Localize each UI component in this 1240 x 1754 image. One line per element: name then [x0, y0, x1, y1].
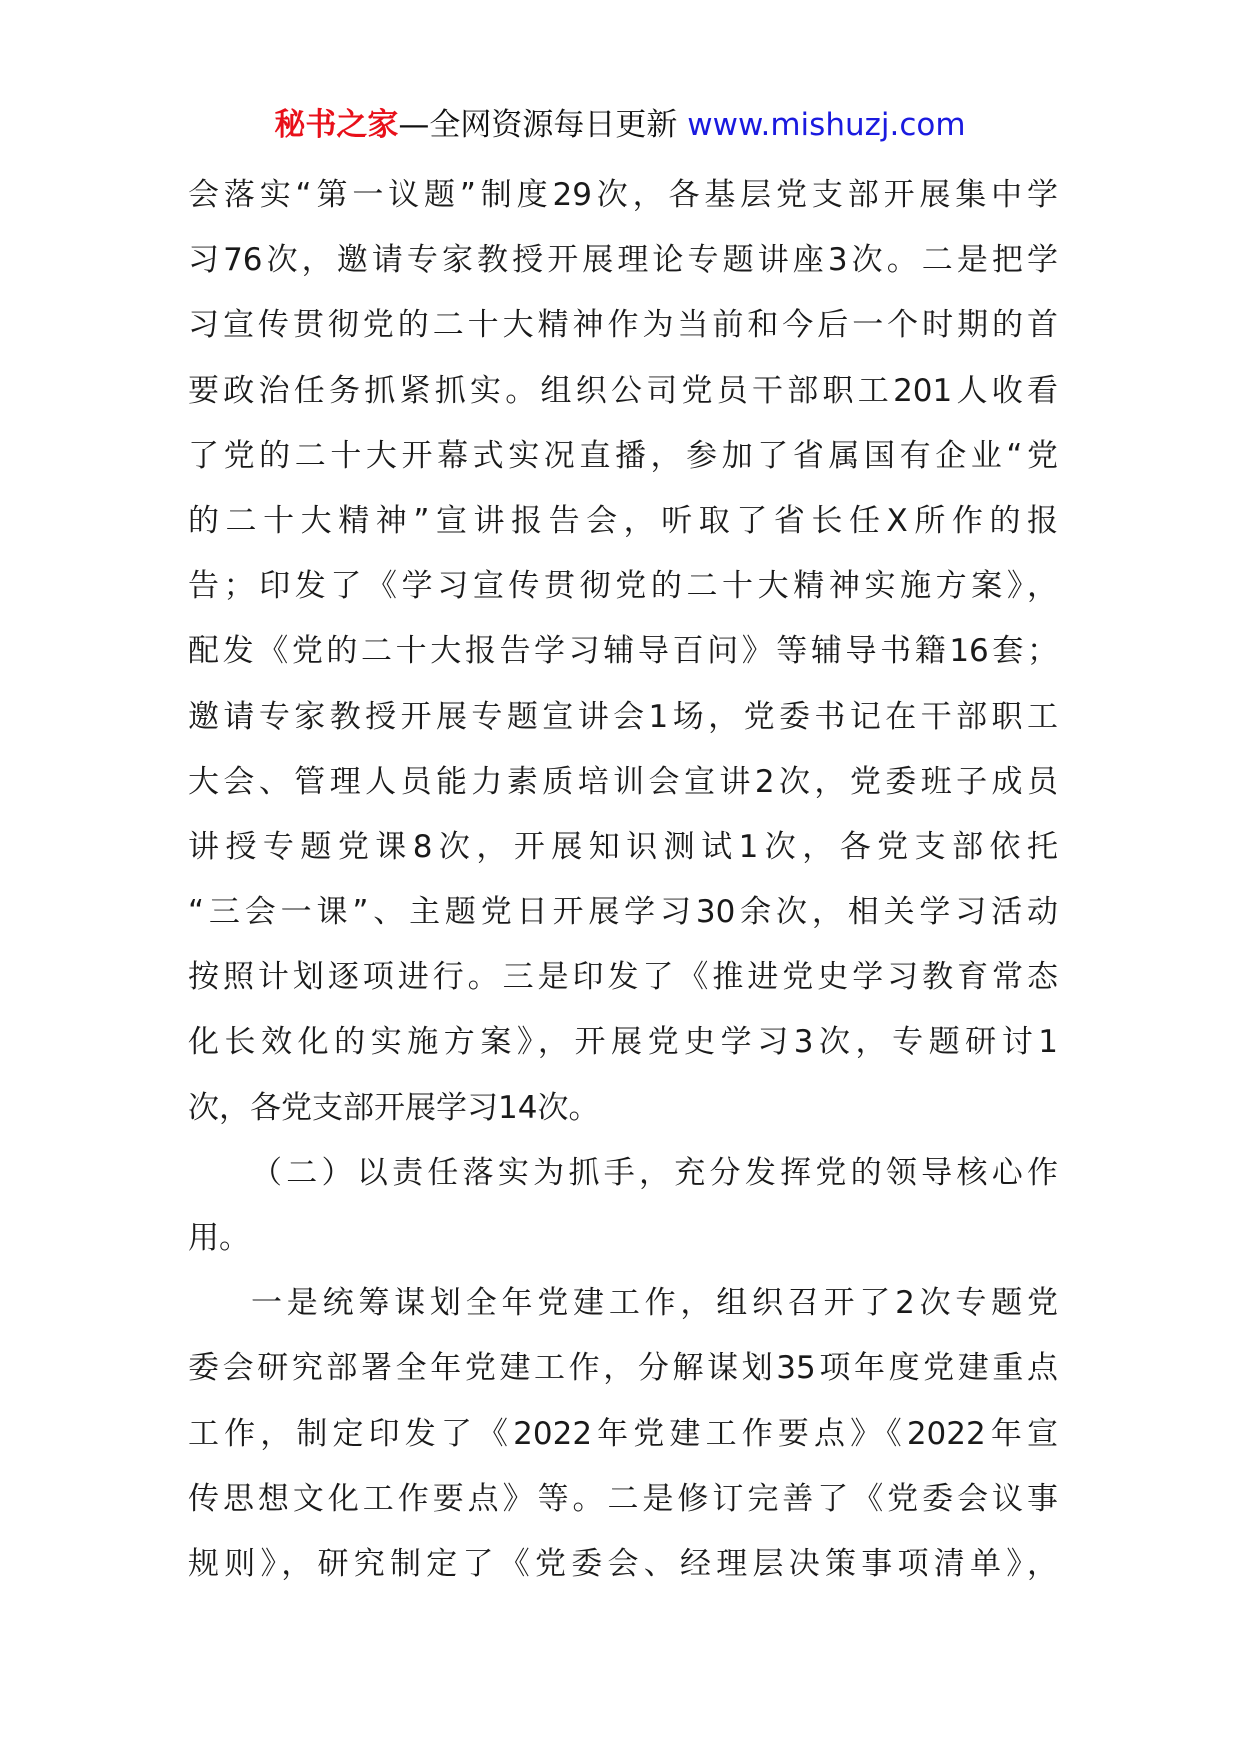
paragraph-line: 了党的二十大开幕式实况直播，参加了省属国有企业“党 — [188, 437, 1058, 474]
site-header — [0, 100, 1240, 150]
paragraph-line: 传思想文化工作要点》等。二是修订完善了《党委会议事 — [188, 1480, 1058, 1517]
paragraph-line: 工作，制定印发了《2022年党建工作要点》《2022年宣 — [188, 1415, 1058, 1452]
paragraph-line: 大会、管理人员能力素质培训会宣讲2次，党委班子成员 — [188, 763, 1058, 800]
paragraph-line: 要政治任务抓紧抓实。组织公司党员干部职工201人收看 — [188, 372, 1058, 409]
paragraph-line: 一是统筹谋划全年党建工作，组织召开了2次专题党 — [251, 1285, 1058, 1322]
site-url-link[interactable]: www.mishuzj.com — [687, 107, 966, 143]
paragraph-line: 习宣传贯彻党的二十大精神作为当前和今后一个时期的首 — [188, 307, 1058, 344]
paragraph-line: 化长效化的实施方案》，开展党史学习3次，专题研讨1 — [188, 1024, 1058, 1061]
paragraph-line: 告；印发了《学习宣传贯彻党的二十大精神实施方案》， — [188, 568, 1058, 605]
paragraph-line: 讲授专题党课8次，开展知识测试1次，各党支部依托 — [188, 828, 1058, 865]
paragraph-line: “三会一课”、主题党日开展学习30余次，相关学习活动 — [188, 894, 1058, 931]
paragraph-line: 邀请专家教授开展专题宣讲会1场，党委书记在干部职工 — [188, 698, 1058, 735]
paragraph-line: 按照计划逐项进行。三是印发了《推进党史学习教育常态 — [188, 959, 1058, 996]
header-tagline: —全网资源每日更新 — [398, 107, 678, 143]
document-body — [188, 163, 1058, 1597]
paragraph-line: 配发《党的二十大报告学习辅导百问》等辅导书籍16套； — [188, 633, 1058, 670]
paragraph-line: 会落实“第一议题”制度29次，各基层党支部开展集中学 — [188, 177, 1058, 213]
section-heading-line: （二）以责任落实为抓手，充分发挥党的领导核心作 — [251, 1154, 1058, 1191]
paragraph-line: 次，各党支部开展学习14次。 — [188, 1089, 600, 1126]
brand-name: 秘书之家 — [274, 107, 399, 143]
section-heading-line: 用。 — [188, 1220, 250, 1256]
paragraph-line: 习76次，邀请专家教授开展理论专题讲座3次。二是把学 — [188, 242, 1058, 279]
paragraph-line: 的二十大精神”宣讲报告会，听取了省长任X所作的报 — [188, 502, 1058, 539]
paragraph-line: 规则》，研究制定了《党委会、经理层决策事项清单》， — [188, 1545, 1058, 1582]
paragraph-line: 委会研究部署全年党建工作，分解谋划35项年度党建重点 — [188, 1350, 1058, 1387]
